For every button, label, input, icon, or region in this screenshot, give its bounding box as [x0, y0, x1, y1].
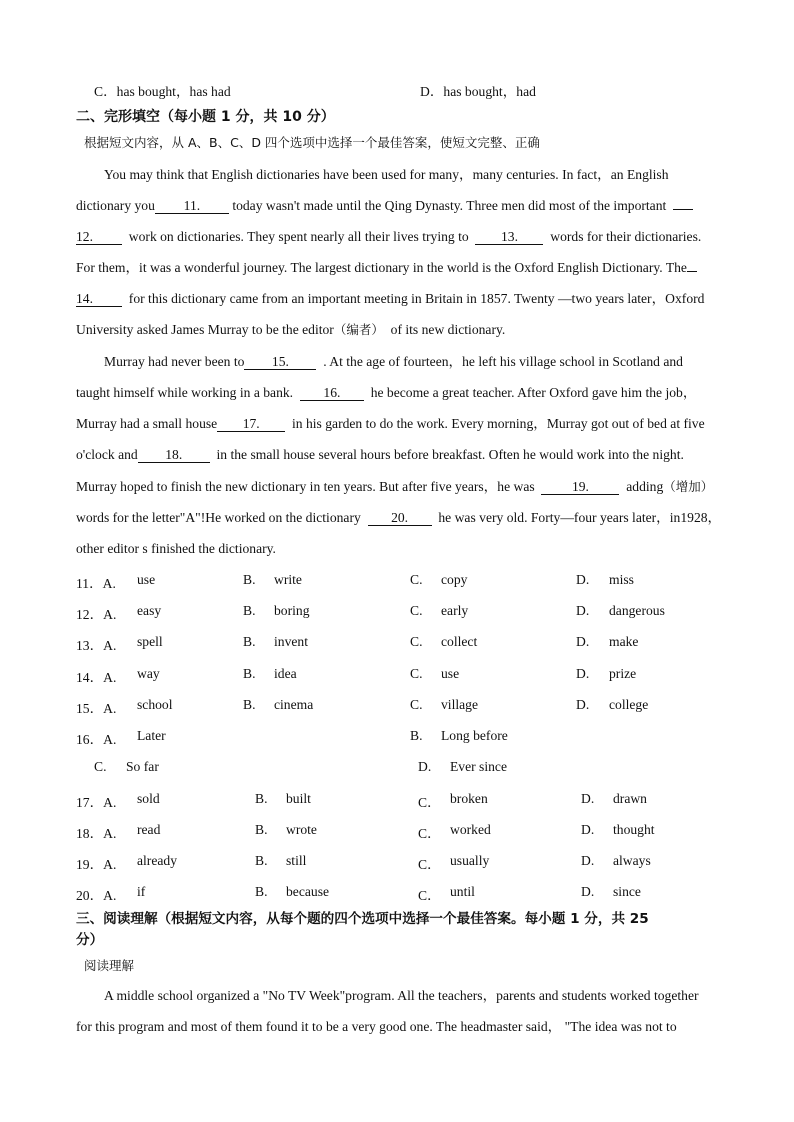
option-d[interactable]: Ever since — [450, 759, 507, 774]
option-b[interactable]: idea — [274, 666, 297, 681]
section2-heading: 二、完形填空（每小题 1 分，共 10 分） — [76, 109, 335, 125]
blank-12[interactable]: 12. — [76, 229, 122, 245]
option-b[interactable]: invent — [274, 634, 308, 649]
option-a[interactable]: way — [137, 666, 160, 681]
option-a[interactable]: already — [137, 853, 177, 868]
option-a[interactable]: if — [137, 884, 146, 899]
option-b[interactable]: boring — [274, 603, 310, 618]
blank-underline — [687, 271, 697, 272]
option-d[interactable]: prize — [609, 666, 637, 681]
passage-line: Murray had a small house 17. in his garden to do the work. Every morning，Murray got out of bed at five — [76, 416, 705, 431]
blank-17[interactable]: 17. — [217, 416, 285, 432]
option-a[interactable]: use — [137, 572, 156, 587]
reading-line: for this program and most of them found it to be a very good one. The headmaster said， "The idea was not to — [76, 1019, 677, 1034]
option-d[interactable]: since — [613, 884, 641, 899]
blank-20[interactable]: 20. — [368, 510, 432, 526]
question-16-cont: C. So far D. Ever since — [94, 759, 507, 774]
option-a[interactable]: spell — [137, 634, 163, 649]
blank-16[interactable]: 16. — [300, 385, 364, 401]
blank-11[interactable]: 11. — [155, 198, 229, 214]
option-c[interactable]: usually — [450, 853, 490, 868]
question-13: 13．A. spell B. invent C. collect D. make — [76, 634, 639, 653]
passage-line: You may think that English dictionaries have been used for many，many centuries. In fact，an English — [104, 167, 669, 182]
option-a[interactable]: read — [137, 822, 161, 837]
question-18: 18．A. read B. wrote C． worked D. thought — [76, 822, 655, 841]
passage-line: Murray had never been to 15. . At the age of fourteen，he left his village school in Scotland and — [104, 354, 683, 369]
option-c[interactable]: early — [441, 603, 469, 618]
option-d[interactable]: drawn — [613, 791, 647, 806]
option-a[interactable]: Later — [137, 728, 166, 743]
section3-heading-cont: 分） — [76, 932, 104, 948]
option-d[interactable]: make — [609, 634, 639, 649]
option-c[interactable]: broken — [450, 791, 488, 806]
option-c[interactable]: worked — [450, 822, 491, 837]
option-b[interactable]: Long before — [441, 728, 508, 743]
question-11: 11．A. use B. write C. copy D. miss — [76, 572, 634, 591]
option-d-prev: D．has bought，had — [420, 84, 536, 99]
option-c-prev: C．has bought，has had — [94, 84, 231, 99]
passage-line: words for the letter"A"!He worked on the dictionary 20. he was very old. Forty—four years later，in1928， — [76, 510, 722, 525]
section3-subheading: 阅读理解 — [84, 958, 135, 973]
blank-14[interactable]: 14. — [76, 291, 122, 307]
option-b[interactable]: wrote — [286, 822, 317, 837]
question-12: 12．A. easy B. boring C. early D. dangerous — [76, 603, 665, 622]
section2-instruction: 根据短文内容，从 A、B、C、D 四个选项中选择一个最佳答案，使短文完整、正确 — [84, 135, 540, 150]
option-a[interactable]: sold — [137, 791, 160, 806]
blank-18[interactable]: 18. — [138, 447, 210, 463]
option-a[interactable]: school — [137, 697, 173, 712]
question-20: 20．A. if B. because C． until D. since — [76, 884, 641, 903]
option-b[interactable]: because — [286, 884, 330, 899]
option-c[interactable]: collect — [441, 634, 478, 649]
question-17: 17．A. sold B. built C． broken D. drawn — [76, 791, 647, 810]
option-c[interactable]: copy — [441, 572, 468, 587]
passage-line: 12. work on dictionaries. They spent nearly all their lives trying to 13. words for their dictionaries. — [76, 229, 702, 244]
blank-15[interactable]: 15. — [244, 354, 316, 370]
option-b[interactable]: write — [274, 572, 302, 587]
passage-line: University asked James Murray to be the editor（编者） of its new dictionary. — [76, 322, 506, 337]
blank-19[interactable]: 19. — [541, 479, 619, 495]
option-b[interactable]: cinema — [274, 697, 314, 712]
question-15: 15．A. school B. cinema C. village D. college — [76, 697, 649, 716]
blank-13[interactable]: 13. — [475, 229, 543, 245]
option-c[interactable]: until — [450, 884, 475, 899]
question-16: 16．A. Later B. Long before — [76, 728, 508, 747]
passage-line: taught himself while working in a bank. 16. he become a great teacher. After Oxford gave him the job， — [76, 385, 697, 400]
question-19: 19．A. already B. still C． usually D. always — [76, 853, 651, 872]
passage-line: 14. for this dictionary came from an important meeting in Britain in 1857. Twenty —two years later，Oxford — [76, 291, 705, 306]
option-d[interactable]: always — [613, 853, 651, 868]
reading-line: A middle school organized a "No TV Week"program. All the teachers，parents and students worked together — [104, 988, 699, 1003]
option-d[interactable]: college — [609, 697, 649, 712]
option-b[interactable]: still — [286, 853, 307, 868]
passage-line: dictionary you 11. today wasn't made until the Qing Dynasty. Three men did most of the important — [76, 198, 693, 214]
option-c[interactable]: So far — [126, 759, 159, 774]
option-c[interactable]: use — [441, 666, 460, 681]
passage-line: Murray hoped to finish the new dictionary in ten years. But after five years，he was 19. adding（增加） — [76, 479, 714, 494]
option-d[interactable]: miss — [609, 572, 634, 587]
blank-underline — [673, 209, 693, 210]
option-d[interactable]: dangerous — [609, 603, 665, 618]
section3-heading: 三、阅读理解（根据短文内容，从每个题的四个选项中选择一个最佳答案。每小题 1 分，共 25 — [76, 911, 649, 927]
passage-line: For them，it was a wonderful journey. The largest dictionary in the world is the Oxford English Dictionary. The — [76, 260, 697, 276]
passage-line: other editor s finished the dictionary. — [76, 541, 276, 556]
question-14: 14．A. way B. idea C. use D. prize — [76, 666, 637, 685]
option-c[interactable]: village — [441, 697, 478, 712]
option-d[interactable]: thought — [613, 822, 655, 837]
passage-line: o'clock and 18. in the small house several hours before breakfast. Often he would work into the night. — [76, 447, 684, 462]
option-a[interactable]: easy — [137, 603, 162, 618]
option-b[interactable]: built — [286, 791, 311, 806]
